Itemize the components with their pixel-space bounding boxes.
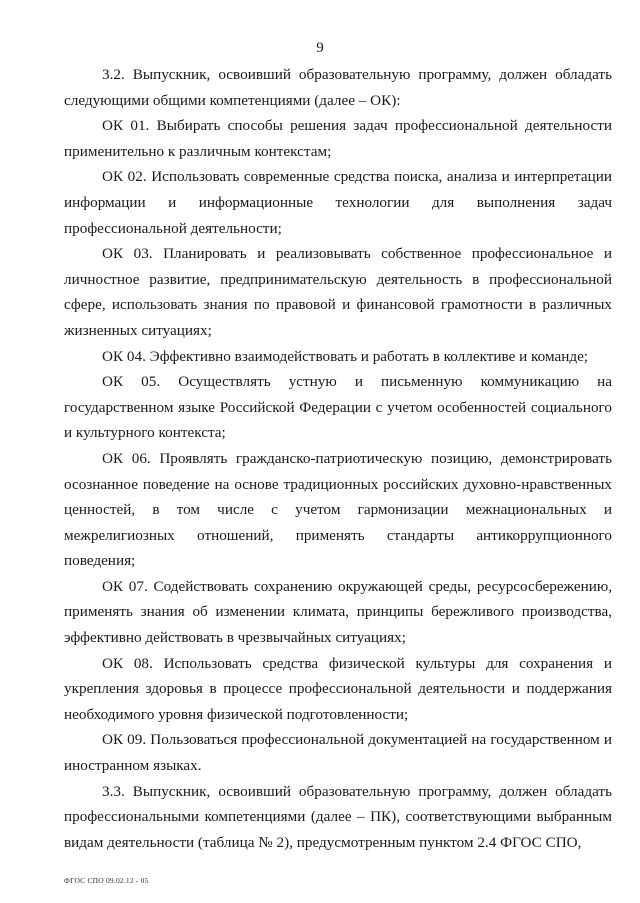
paragraph-ok-01: ОК 01. Выбирать способы решения задач профессиональной деятельности применительно к различным контекстам; — [64, 117, 612, 160]
paragraph-ok-04: ОК 04. Эффективно взаимодействовать и работать в коллективе и команде; — [102, 347, 589, 365]
paragraph-3-2: 3.2. Выпускник, освоивший образовательную программу, должен обладать следующими общими компетенциями (далее – ОК): — [64, 66, 612, 109]
document-body — [64, 62, 612, 855]
paragraph-ok-09: ОК 09. Пользоваться профессиональной документацией на государственном и иностранном языках. — [64, 731, 612, 775]
document-footer: ФГОС СПО 09.02.12 - 05 — [64, 876, 149, 885]
paragraph-ok-03: ОК 03. Планировать и реализовывать собственное профессиональное и личностное развитие, предпринимательскую деятельность в профессиональной сфере, использовать знания по правовой и финансовой грамотности в различных жизненных ситуациях; — [64, 245, 612, 339]
paragraph-3-3: 3.3. Выпускник, освоивший образовательную программу, должен обладать профессиональными компетенциями (далее – ПК), соответствующими выбранным видам деятельности (таблица № 2), предусмотренным пунктом 2.4 ФГОС СПО, — [64, 782, 612, 851]
paragraph-ok-05: ОК 05. Осуществлять устную и письменную коммуникацию на государственном языке Российской Федерации с учетом особенностей социального и культурного контекста; — [64, 373, 612, 442]
page-number: 9 — [316, 40, 324, 56]
paragraph-ok-07: ОК 07. Содействовать сохранению окружающей среды, ресурсосбережению, применять знания об изменении климата, принципы бережливого производства, эффективно действовать в чрезвычайных ситуациях; — [64, 577, 612, 647]
paragraph-ok-02: ОК 02. Использовать современные средства поиска, анализа и интерпретации информации и информационные технологии для выполнения задач профессиональной деятельности; — [64, 168, 612, 237]
paragraph-ok-08: ОК 08. Использовать средства физической культуры для сохранения и укрепления здоровья в процессе профессиональной деятельности и поддержания необходимого уровня физической подготовленности; — [64, 654, 612, 723]
paragraph-ok-06: ОК 06. Проявлять гражданско-патриотическую позицию, демонстрировать осознанное поведение на основе традиционных российских духовно-нравственных ценностей, в том числе с учетом гармонизации межнациональных и межрелигиозных отношений, применять стандарты антикоррупционного поведения; — [64, 449, 612, 570]
